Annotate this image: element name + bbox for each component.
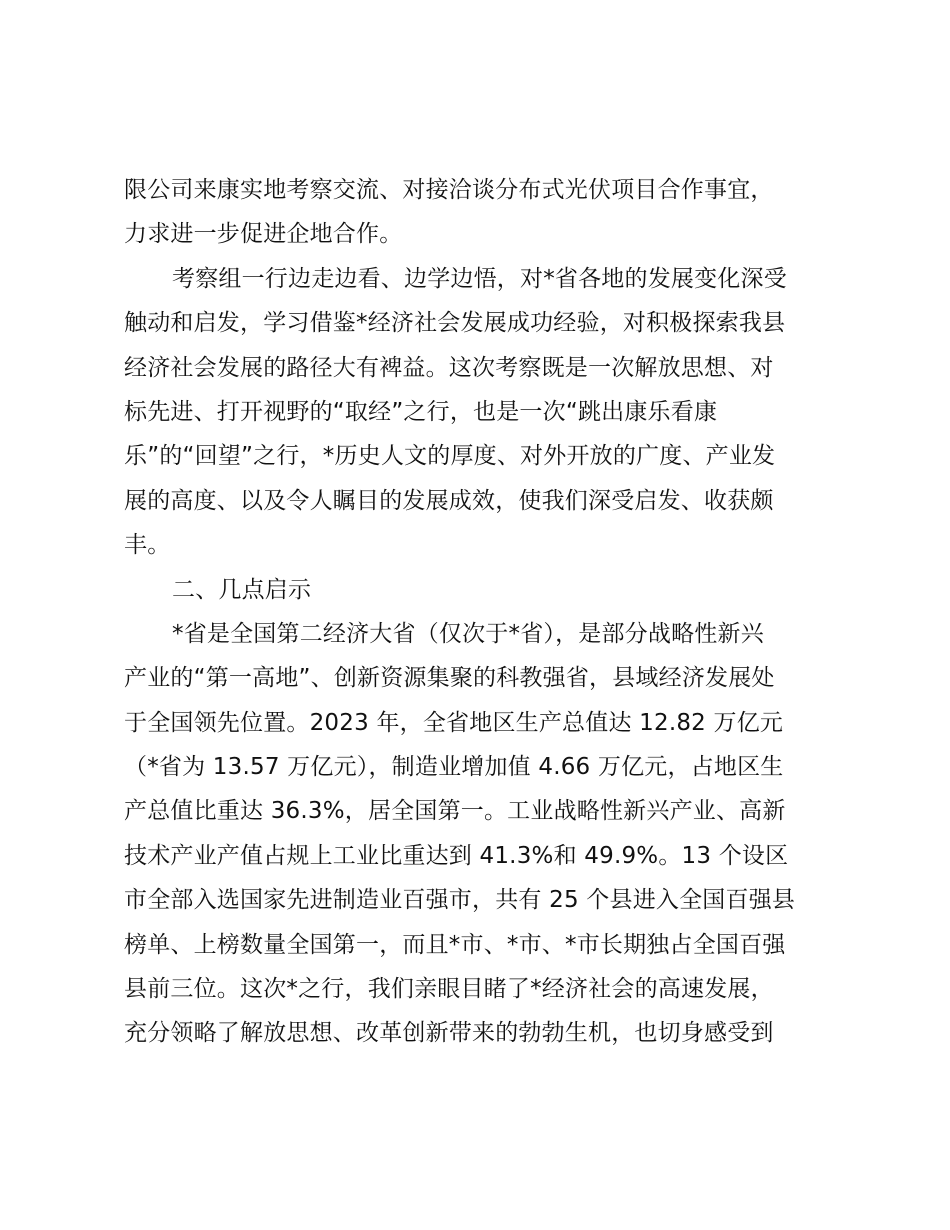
text-line-8: 展的高度、以及令人瞩目的发展成效，使我们深受启发、收获颇	[124, 487, 774, 514]
text-line-6: 标先进、打开视野的“取经”之行，也是一次“跳出康乐看康	[124, 398, 718, 425]
text-line-16: 技术产业产值占规上工业比重达到 41.3%和 49.9%。13 个设区	[124, 842, 789, 869]
text-line-17: 市全部入选国家先进制造业百强市，共有 25 个县进入全国百强县	[124, 887, 796, 914]
text-line-14: （*省为 13.57 万亿元），制造业增加值 4.66 万亿元，占地区生	[124, 754, 784, 781]
text-line-9: 丰。	[124, 532, 171, 559]
text-line-11: *省是全国第二经济大省（仅次于*省），是部分战略性新兴	[172, 620, 764, 647]
text-line-20: 充分领略了解放思想、改革创新带来的勃勃生机，也切身感受到	[124, 1020, 774, 1047]
text-line-5: 经济社会发展的路径大有裨益。这次考察既是一次解放思想、对	[124, 354, 774, 381]
text-line-13: 于全国领先位置。2023 年，全省地区生产总值达 12.82 万亿元	[124, 709, 784, 736]
text-line-3: 考察组一行边走边看、边学边悟，对*省各地的发展变化深受	[172, 265, 787, 292]
text-line-12: 产业的“第一高地”、创新资源集聚的科教强省，县域经济发展处	[124, 665, 775, 692]
text-line-18: 榜单、上榜数量全国第一，而且*市、*市、*市长期独占全国百强	[124, 931, 786, 958]
section-heading: 二、几点启示	[172, 576, 312, 603]
text-line-19: 县前三位。这次*之行，我们亲眼目睹了*经济社会的高速发展，	[124, 976, 774, 1003]
text-line-2: 力求进一步促进企地合作。	[124, 221, 403, 248]
text-line-15: 产总值比重达 36.3%，居全国第一。工业战略性新兴产业、高新	[124, 798, 786, 825]
text-line-7: 乐”的“回望”之行，*历史人文的厚度、对外开放的广度、产业发	[124, 443, 776, 470]
text-line-1: 限公司来康实地考察交流、对接洽谈分布式光伏项目合作事宜，	[124, 177, 774, 203]
document-body	[124, 168, 844, 1056]
text-line-4: 触动和启发，学习借鉴*经济社会发展成功经验，对积极探索我县	[124, 310, 786, 337]
